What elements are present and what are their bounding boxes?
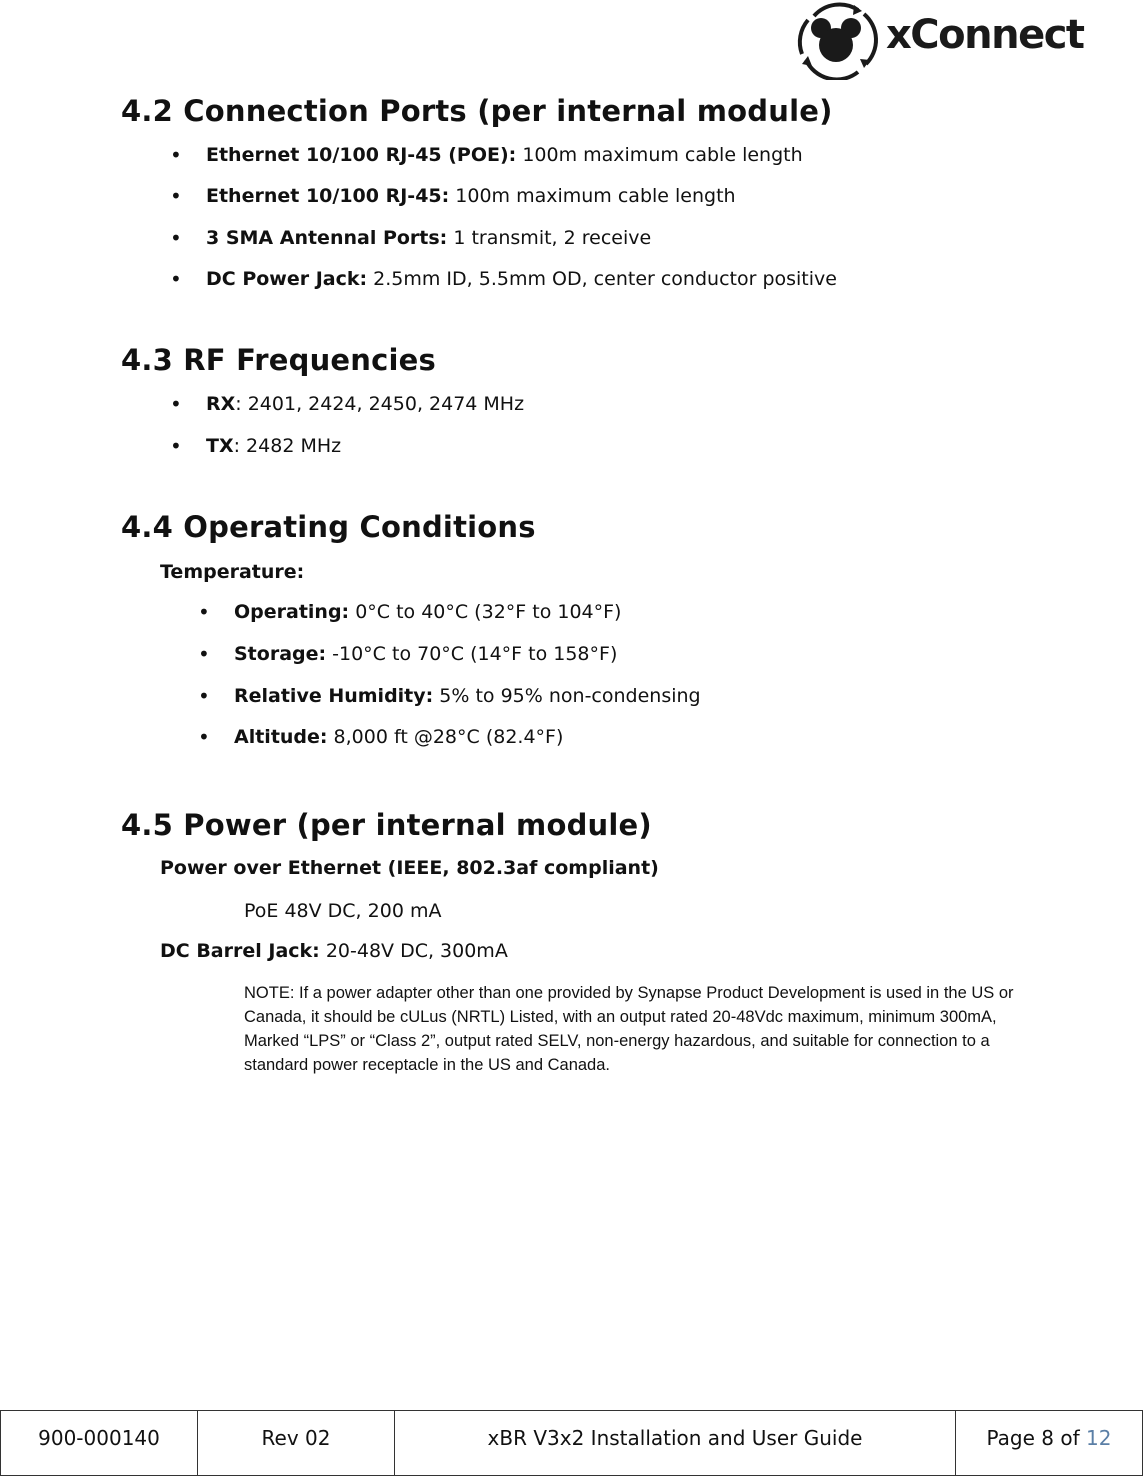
logo-wordmark: xConnect [886, 12, 1084, 58]
footer-page-number: Page 8 of 12 [986, 1426, 1112, 1450]
bullet-icon: • [170, 226, 182, 250]
section-title-power: 4.5 Power (per internal module) [121, 808, 652, 842]
list-item: • Operating: 0°C to 40°C (32°F to 104°F) [198, 600, 622, 624]
list-item: • Relative Humidity: 5% to 95% non-condensing [198, 684, 701, 708]
page-footer [0, 1410, 1143, 1476]
footer-revision: Rev 02 [198, 1411, 395, 1475]
list-item: • TX: 2482 MHz [170, 434, 342, 458]
poe-value: PoE 48V DC, 200 mA [244, 900, 442, 922]
bullet-icon: • [170, 143, 182, 167]
dc-barrel-jack-line [160, 940, 508, 962]
footer-doc-title: xBR V3x2 Installation and User Guide [395, 1411, 956, 1475]
temperature-heading: Temperature: [160, 561, 305, 583]
list-item: • RX: 2401, 2424, 2450, 2474 MHz [170, 392, 525, 416]
footer-doc-number: 900-000140 [1, 1411, 198, 1475]
bullet-icon: • [198, 725, 210, 749]
poe-heading: Power over Ethernet (IEEE, 802.3af compliant) [160, 857, 659, 879]
section-title-operating-conditions: 4.4 Operating Conditions [121, 510, 536, 544]
list-item: • 3 SMA Antennal Ports: 1 transmit, 2 receive [170, 226, 652, 250]
bullet-icon: • [170, 434, 182, 458]
section-title-connection-ports: 4.2 Connection Ports (per internal module) [121, 94, 833, 128]
bullet-icon: • [198, 600, 210, 624]
list-item: • Storage: -10°C to 70°C (14°F to 158°F) [198, 642, 618, 666]
bullet-icon: • [170, 392, 182, 416]
dc-barrel-jack-label: DC Barrel Jack: [160, 940, 320, 962]
power-adapter-note: NOTE: If a power adapter other than one provided by Synapse Product Development is used in the US or Canada, it should be cULus (NRTL) Listed, with an output rated 20-48Vdc maximum, minimum 300mA, Marked “LPS” or “Class 2”, output rated SELV, non-energy hazardous, and suitable for connection to a standard power receptacle in the US and Canada. [244, 984, 1014, 1074]
list-item: • Altitude: 8,000 ft @28°C (82.4°F) [198, 725, 564, 749]
section-title-rf-frequencies: 4.3 RF Frequencies [121, 343, 437, 377]
list-item: • Ethernet 10/100 RJ-45 (POE): 100m maximum cable length [170, 143, 803, 167]
bullet-icon: • [198, 684, 210, 708]
dc-barrel-jack-value: 20-48V DC, 300mA [319, 940, 508, 962]
bullet-icon: • [198, 642, 210, 666]
list-item: • Ethernet 10/100 RJ-45: 100m maximum cable length [170, 184, 736, 208]
bullet-icon: • [170, 267, 182, 291]
list-item: • DC Power Jack: 2.5mm ID, 5.5mm OD, center conductor positive [170, 267, 837, 291]
mickey-head-cycle-icon [800, 5, 876, 80]
bullet-icon: • [170, 184, 182, 208]
